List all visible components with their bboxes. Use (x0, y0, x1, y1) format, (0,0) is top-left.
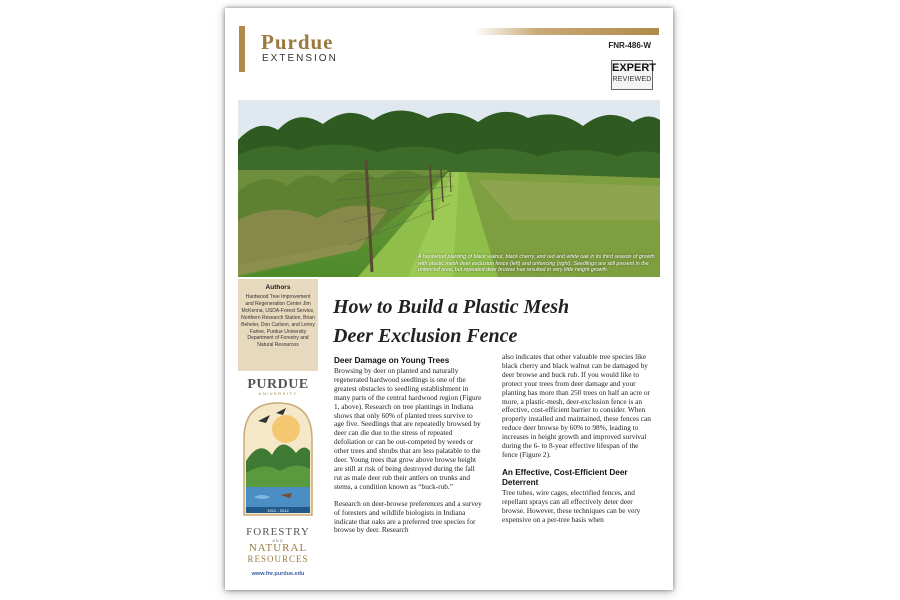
authors-box (238, 279, 318, 371)
authors-list: Hardwood Tree Improvement and Regeneration Center Jim McKenna, USDA-Forest Service, Northern Research Station, Brian Beheler, Don Carlson, and Lenny Farlee, Purdue University Department of Forestry and Natural Resources (241, 294, 315, 349)
fnr-logo-university: UNIVERSITY (258, 391, 298, 396)
paragraph: Browsing by deer on planted and naturally regenerated hardwood seedlings is one of the greatest obstacles to seedling establishment in many parts of the central hardwood region (Figure 1, above). Research on tree plantings in Indiana shows that only 60% of planted trees survive to age five. Seedlings that are repeatedly browsed by deer can die due to the stress of repeated defoliation or can be out-competed by weeds or other trees and shrubs that are less palatable to the deer. Young trees that grow above browse height are still at risk of being destroyed during the fall rut as male deer rub their antlers on trunks and stems, a condition known as “buck-rub.” (334, 366, 482, 491)
column-1 (334, 356, 482, 543)
article-title-line-1: How to Build a Plastic Mesh (333, 296, 570, 318)
paragraph: also indicates that other valuable tree species like black cherry and black walnut can be damaged by deer browse and buck rub. If you would like to protect your trees from deer damage and your planting has more than 250 trees on half an acre or more, a plastic-mesh, deer-exclusion fence is an effective, cost-efficient barrier to consider. When properly installed and maintained, these fences can reduce deer browse by 60% to 98%, leading to increases in height growth and improved survival during the 6- to 8-year effective lifespan of the fence (Figure 2). (502, 352, 651, 459)
header-stripe (473, 28, 659, 35)
paragraph: Research on deer-browse preferences and a survey of foresters and wildlife biologists in Indiana indicate that oaks are a preferred tree species for browse by deer. Research (334, 498, 482, 535)
cover-photo (238, 100, 660, 277)
fence-field-image (238, 100, 660, 277)
fnr-logo-natural: NATURAL (248, 542, 308, 554)
purdue-logo-text: Purdue (261, 30, 334, 54)
fnr-logo-resources: RESOURCES (247, 554, 309, 564)
fnr-emblem-image (240, 399, 316, 519)
document-page (225, 8, 673, 590)
fnr-website-link[interactable]: www.fnr.purdue.edu (251, 571, 305, 577)
badge-line-1: EXPERT (612, 62, 657, 74)
sidebar (238, 279, 318, 577)
badge-line-2: REVIEWED (612, 76, 652, 83)
fnr-logo-purdue: PURDUE (247, 377, 309, 392)
fnr-emblem-years: 1912 - 2012 (267, 508, 289, 513)
document-number: FNR-486-W (608, 41, 651, 50)
fnr-logo (238, 377, 318, 577)
fnr-logo-and: AND (272, 538, 284, 543)
authors-heading: Authors (265, 284, 291, 291)
fnr-logo-forestry: FORESTRY (246, 526, 310, 538)
article-title (333, 293, 663, 351)
section-heading-deer-damage: Deer Damage on Young Trees (334, 356, 450, 365)
extension-logo-text: EXTENSION (262, 53, 338, 64)
article-title-line-2: Deer Exclusion Fence (333, 325, 518, 347)
paragraph: Tree tubes, wire cages, electrified fences, and repellant sprays can all effectively deter deer browse. However, these techniques can be very expensive on a per-tree basis when (502, 487, 641, 524)
column-2 (502, 353, 655, 533)
photo-caption: A hardwood planting of black walnut, black cherry, and red and white oak in its third season of growth with plastic mesh deer exclusion fence (left) and unfencing (right). Seedlings are still present in the unfenced area, but repeated deer browse has resulted in very little height growth. (418, 254, 655, 274)
section-heading-deer-deterrent: An Effective, Cost-Efficient Deer Deterrent (502, 467, 628, 487)
expert-reviewed-badge (611, 60, 657, 90)
accent-bar (239, 26, 245, 72)
